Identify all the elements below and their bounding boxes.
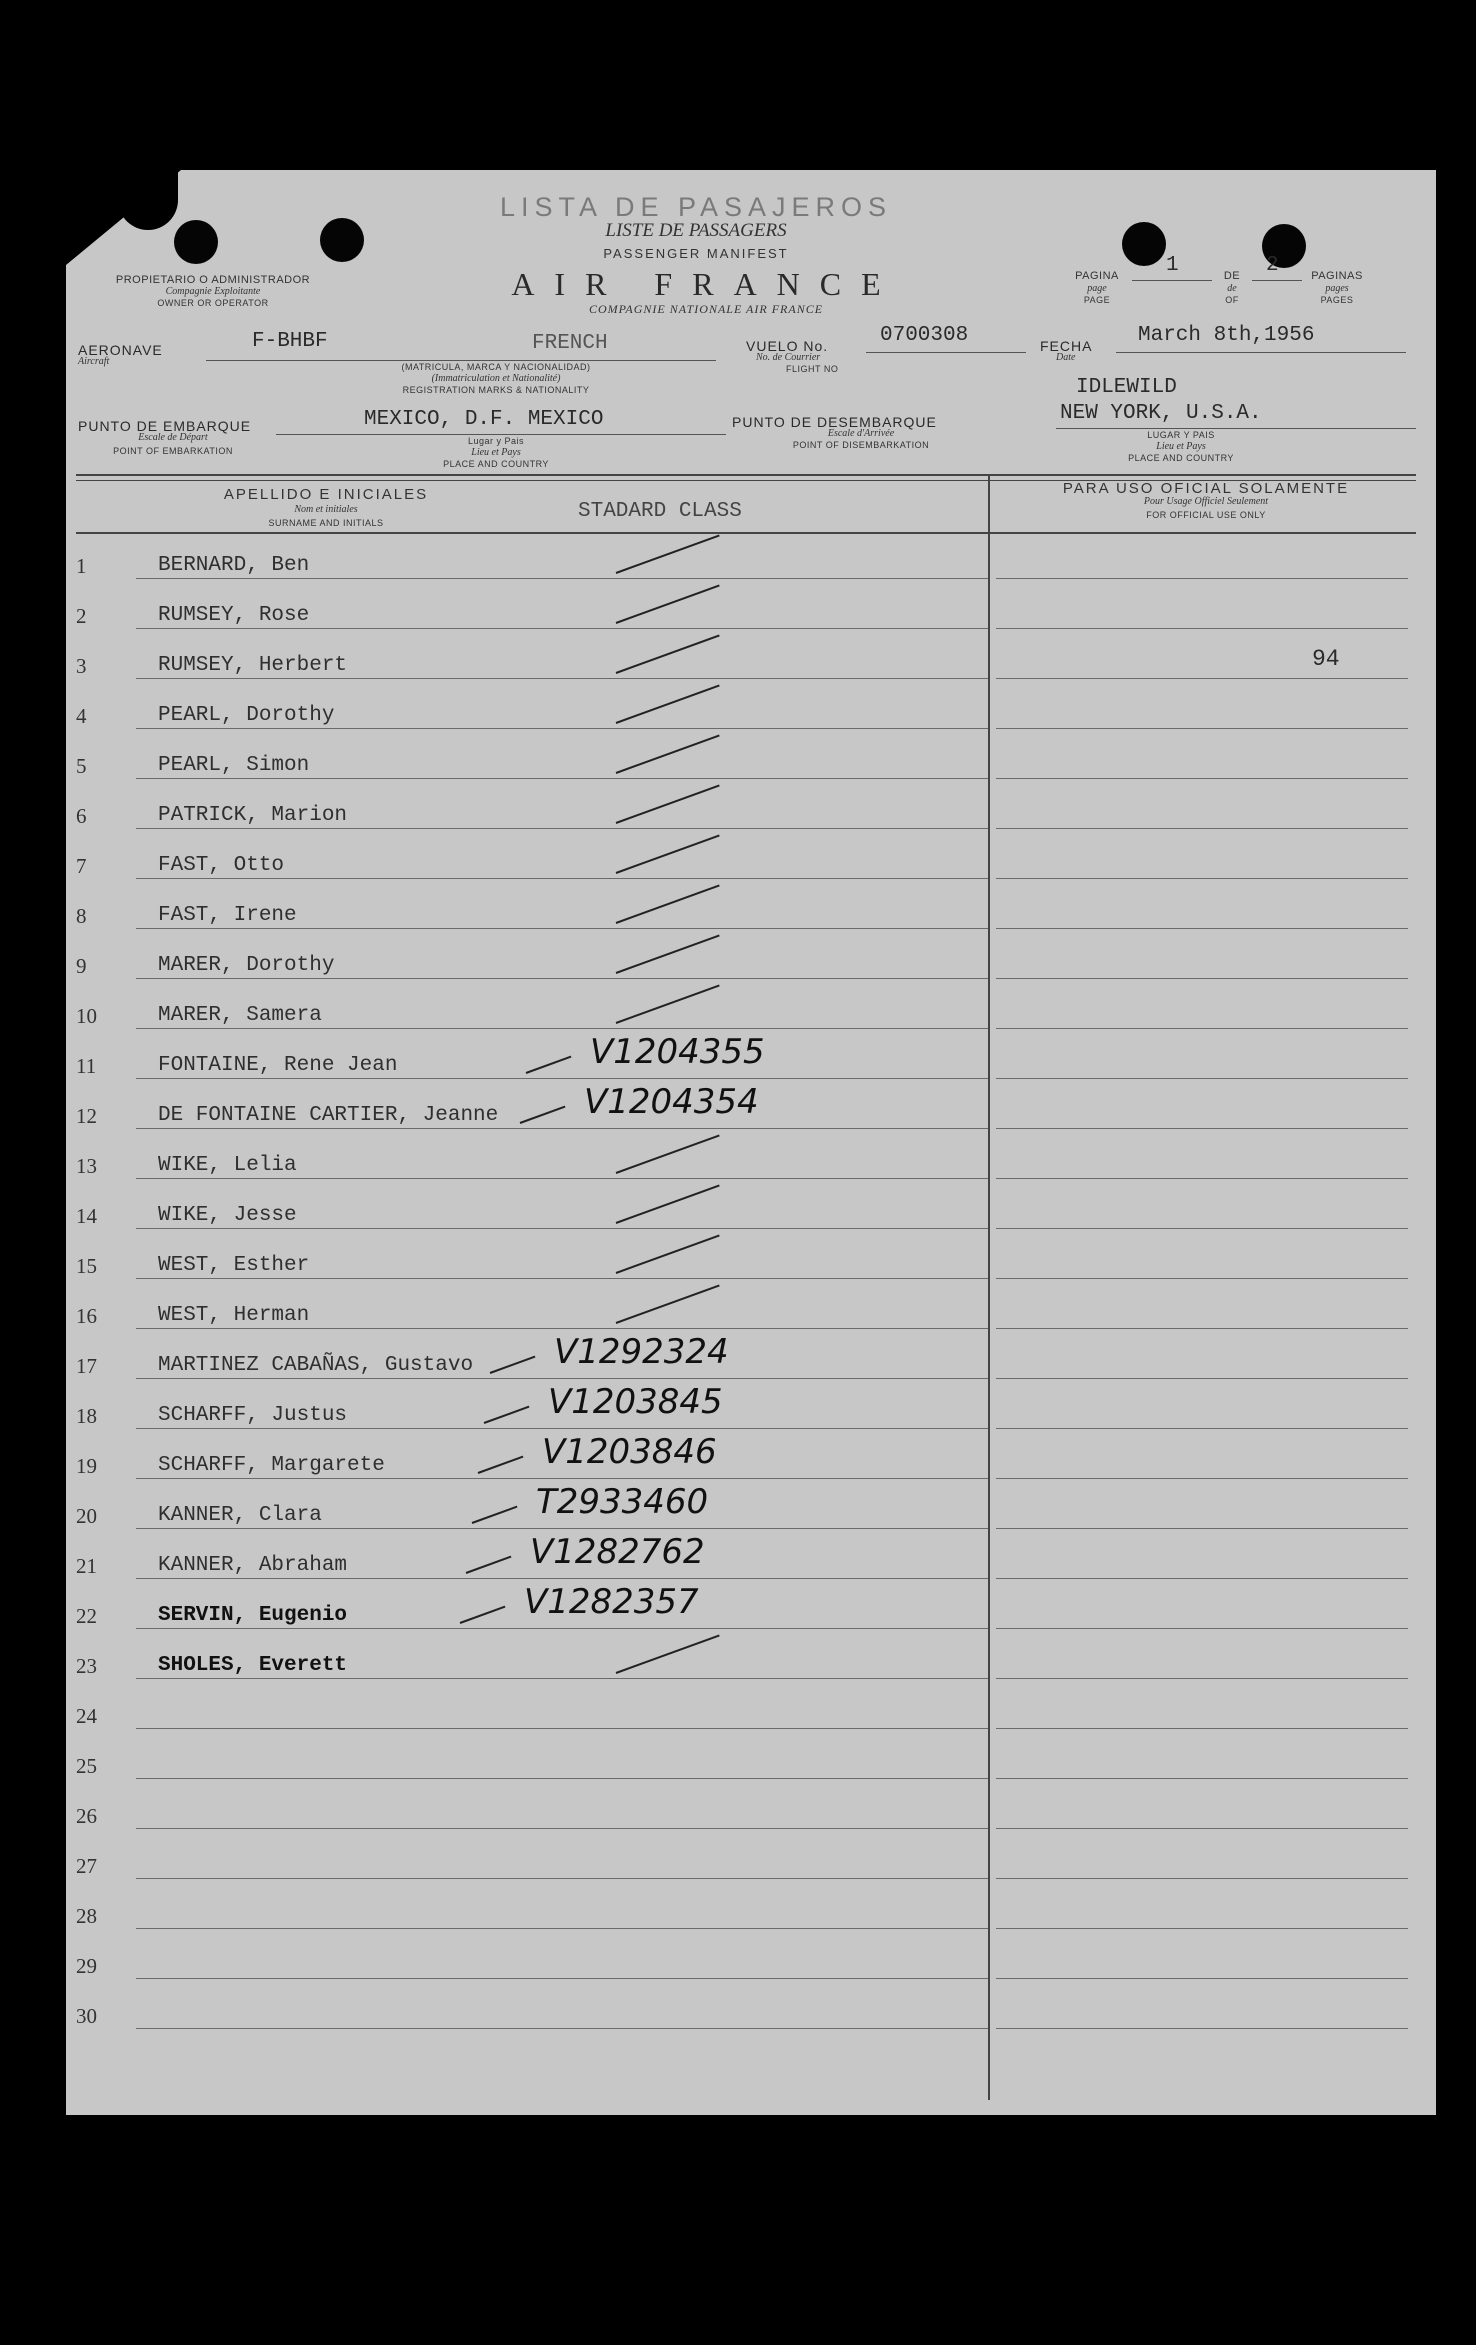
row-line <box>136 1728 988 1729</box>
row-line <box>136 1428 988 1429</box>
passenger-name: SCHARFF, Justus <box>158 1404 348 1427</box>
official-row-line <box>996 578 1408 579</box>
row-line <box>136 1678 988 1679</box>
col-official-es: PARA USO OFICIAL SOLAMENTE <box>1062 480 1350 497</box>
punch-hole <box>1122 222 1166 266</box>
pages-label-fr: pages <box>1325 283 1349 294</box>
row-line <box>136 1778 988 1779</box>
row-line <box>136 1878 988 1879</box>
official-row-line <box>996 1128 1408 1129</box>
col-class: STADARD CLASS <box>578 500 742 523</box>
official-row-line <box>996 1528 1408 1529</box>
official-column-divider <box>988 474 990 2100</box>
passenger-name: SCHARFF, Margarete <box>158 1454 385 1477</box>
row-number: 13 <box>76 1154 97 1178</box>
check-mark <box>616 1134 720 1174</box>
passenger-name: WIKE, Jesse <box>158 1204 297 1227</box>
disembark-airport: IDLEWILD <box>1076 376 1177 399</box>
embark-label-fr: Escale de Départ <box>138 432 208 443</box>
embark-place: MEXICO, D.F. MEXICO <box>364 408 604 431</box>
official-row-line <box>996 928 1408 929</box>
page-label-en: PAGE <box>1083 295 1111 305</box>
official-row-line <box>996 1678 1408 1679</box>
row-number: 3 <box>76 654 87 678</box>
passenger-name: MARER, Samera <box>158 1004 322 1027</box>
row-line <box>136 1128 988 1129</box>
row-number: 18 <box>76 1404 97 1428</box>
row-number: 23 <box>76 1654 97 1678</box>
row-line <box>136 1578 988 1579</box>
passenger-name: KANNER, Abraham <box>158 1554 348 1577</box>
check-mark <box>490 1356 536 1374</box>
passenger-name: RUMSEY, Herbert <box>158 654 348 677</box>
official-row-line <box>996 678 1408 679</box>
row-line <box>136 1628 988 1629</box>
row-number: 8 <box>76 904 87 928</box>
passenger-name: MARER, Dorothy <box>158 954 335 977</box>
check-mark <box>526 1056 572 1074</box>
col-names-en: SURNAME AND INITIALS <box>268 518 384 528</box>
official-row-line <box>996 1728 1408 1729</box>
disembark-caption-en: PLACE AND COUNTRY <box>1128 453 1234 463</box>
pages-label-es: PAGINAS <box>1311 270 1363 282</box>
check-mark <box>484 1406 530 1424</box>
check-mark <box>478 1456 524 1474</box>
embark-caption-es: Lugar y Pais <box>467 436 525 446</box>
check-mark <box>520 1106 566 1124</box>
page-label-es: PAGINA <box>1075 270 1119 282</box>
passenger-name: PEARL, Dorothy <box>158 704 335 727</box>
page-total: 2 <box>1266 254 1279 277</box>
title-fr: LISTE DE PASSAGERS <box>605 220 787 241</box>
row-number: 24 <box>76 1704 97 1728</box>
date-label-fr: Date <box>1056 352 1076 363</box>
row-line <box>136 678 988 679</box>
passenger-name: DE FONTAINE CARTIER, Jeanne <box>158 1104 499 1127</box>
row-number: 12 <box>76 1104 97 1128</box>
title-en: PASSENGER MANIFEST <box>603 246 789 261</box>
embark-caption-en: PLACE AND COUNTRY <box>443 459 549 469</box>
aircraft-caption-es: (MATRICULA, MARCA Y NACIONALIDAD) <box>401 362 591 372</box>
official-row-line <box>996 1878 1408 1879</box>
official-row-line <box>996 1178 1408 1179</box>
row-line <box>136 1278 988 1279</box>
official-row-line <box>996 628 1408 629</box>
ticket-number: V1204355 <box>590 1032 765 1072</box>
aircraft-caption-fr: (Immatriculation et Nationalité) <box>431 373 561 384</box>
check-mark <box>616 984 720 1024</box>
ticket-number: V1282357 <box>524 1582 699 1622</box>
official-row-line <box>996 1328 1408 1329</box>
row-number: 6 <box>76 804 87 828</box>
col-official-fr: Pour Usage Officiel Seulement <box>1143 496 1269 507</box>
row-number: 20 <box>76 1504 97 1528</box>
torn-corner-notch <box>118 170 178 230</box>
check-mark <box>616 1284 720 1324</box>
row-line <box>136 978 988 979</box>
passenger-name: WIKE, Lelia <box>158 1154 297 1177</box>
pages-label-en: PAGES <box>1320 295 1354 305</box>
disembark-caption-es: LUGAR Y PAIS <box>1147 430 1215 440</box>
row-line <box>136 728 988 729</box>
official-row-line <box>996 1478 1408 1479</box>
official-row-line <box>996 2028 1408 2029</box>
check-mark <box>616 934 720 974</box>
passenger-name: SHOLES, Everett <box>158 1654 348 1677</box>
row-line <box>136 1978 988 1979</box>
row-number: 10 <box>76 1004 97 1028</box>
row-line <box>136 778 988 779</box>
col-names-es: APELLIDO E INICIALES <box>223 486 429 503</box>
official-row-line <box>996 1778 1408 1779</box>
flight-date: March 8th,1956 <box>1138 324 1315 347</box>
flight-label-es: VUELO No. <box>746 338 829 354</box>
row-number: 4 <box>76 704 87 728</box>
punch-hole <box>320 218 364 262</box>
row-number: 17 <box>76 1354 97 1378</box>
row-line <box>136 1028 988 1029</box>
check-mark <box>460 1606 506 1624</box>
disembark-caption-fr: Lieu et Pays <box>1156 441 1206 452</box>
row-number: 26 <box>76 1804 97 1828</box>
disembark-place: NEW YORK, U.S.A. <box>1060 402 1262 425</box>
row-number: 27 <box>76 1854 97 1878</box>
check-mark <box>616 884 720 924</box>
row-line <box>136 628 988 629</box>
col-names-fr: Nom et initiales <box>294 504 358 515</box>
check-mark <box>616 834 720 874</box>
ticket-number: V1292324 <box>554 1332 729 1372</box>
official-row-line <box>996 1228 1408 1229</box>
official-row-line <box>996 1428 1408 1429</box>
row-number: 30 <box>76 2004 97 2028</box>
row-number: 5 <box>76 754 87 778</box>
passenger-name: FONTAINE, Rene Jean <box>158 1054 398 1077</box>
aircraft-caption-en: REGISTRATION MARKS & NATIONALITY <box>402 385 590 395</box>
flight-number: 0700308 <box>880 324 969 347</box>
ticket-number: V1204354 <box>584 1082 759 1122</box>
embark-label-en: POINT OF EMBARKATION <box>113 446 233 456</box>
owner-label-en: OWNER OR OPERATOR <box>157 298 269 308</box>
owner-label-fr: Compagnie Exploitante <box>165 286 261 297</box>
check-mark <box>472 1506 518 1524</box>
row-number: 22 <box>76 1604 97 1628</box>
of-label-fr: de <box>1227 283 1237 294</box>
check-mark <box>616 1184 720 1224</box>
row-number: 9 <box>76 954 87 978</box>
airline-name: AIR FRANCE <box>511 266 901 302</box>
passenger-name: FAST, Irene <box>158 904 297 927</box>
row-number: 1 <box>76 554 87 578</box>
check-mark <box>616 634 720 674</box>
check-mark <box>616 584 720 624</box>
disembark-label-es: PUNTO DE DESEMBARQUE <box>732 414 937 430</box>
row-number: 15 <box>76 1254 97 1278</box>
row-line <box>136 1328 988 1329</box>
row-number: 19 <box>76 1454 97 1478</box>
passenger-name: WEST, Herman <box>158 1304 310 1327</box>
of-label-es: DE <box>1223 270 1241 282</box>
flight-label-en: FLIGHT NO <box>786 364 839 374</box>
passenger-name: BERNARD, Ben <box>158 554 310 577</box>
row-number: 7 <box>76 854 87 878</box>
page-number: 1 <box>1166 254 1179 277</box>
date-label-es: FECHA <box>1040 338 1093 354</box>
aircraft-label-fr: Aircraft <box>78 356 110 367</box>
aircraft-registration: F-BHBF <box>252 330 328 353</box>
row-line <box>136 1378 988 1379</box>
row-number: 16 <box>76 1304 97 1328</box>
passenger-name: MARTINEZ CABAÑAS, Gustavo <box>158 1354 474 1377</box>
row-line <box>136 1828 988 1829</box>
official-row-line <box>996 828 1408 829</box>
owner-label-es: PROPIETARIO O ADMINISTRADOR <box>115 274 311 286</box>
row-line <box>136 1228 988 1229</box>
col-official-en: FOR OFFICIAL USE ONLY <box>1146 510 1266 520</box>
disembark-label-en: POINT OF DISEMBARKATION <box>792 440 930 450</box>
check-mark <box>616 1634 720 1674</box>
aircraft-nationality: FRENCH <box>532 332 608 355</box>
row-number: 11 <box>76 1054 97 1078</box>
flight-label-fr: No. de Courrier <box>756 352 821 363</box>
row-line <box>136 578 988 579</box>
check-mark <box>616 734 720 774</box>
of-label-en: OF <box>1225 295 1239 305</box>
official-row-line <box>996 1378 1408 1379</box>
aircraft-label-es: AERONAVE <box>78 342 163 358</box>
embark-caption-fr: Lieu et Pays <box>471 447 521 458</box>
page-label-fr: page <box>1087 283 1107 294</box>
row-line <box>136 1478 988 1479</box>
official-row-line <box>996 1028 1408 1029</box>
passenger-name: PATRICK, Marion <box>158 804 348 827</box>
row-number: 21 <box>76 1554 97 1578</box>
title-es: LISTA DE PASAJEROS <box>499 192 893 222</box>
row-number: 29 <box>76 1954 97 1978</box>
check-mark <box>616 1234 720 1274</box>
ticket-number: T2933460 <box>536 1482 709 1522</box>
row-number: 2 <box>76 604 87 628</box>
row-line <box>136 878 988 879</box>
row-number: 14 <box>76 1204 97 1228</box>
check-mark <box>466 1556 512 1574</box>
check-mark <box>616 684 720 724</box>
ticket-number: V1203846 <box>542 1432 717 1472</box>
row-line <box>136 1928 988 1929</box>
row-line <box>136 1078 988 1079</box>
disembark-label-fr: Escale d'Arrivée <box>827 428 895 439</box>
passenger-name: RUMSEY, Rose <box>158 604 310 627</box>
passenger-name: WEST, Esther <box>158 1254 310 1277</box>
ticket-number: V1282762 <box>530 1532 705 1572</box>
official-row-line <box>996 1628 1408 1629</box>
official-row-line <box>996 1928 1408 1929</box>
official-row-line <box>996 1078 1408 1079</box>
passenger-name: PEARL, Simon <box>158 754 310 777</box>
row-line <box>136 2028 988 2029</box>
embark-label-es: PUNTO DE EMBARQUE <box>78 418 252 434</box>
passenger-name: SERVIN, Eugenio <box>158 1604 348 1627</box>
official-row-line <box>996 778 1408 779</box>
row-line <box>136 928 988 929</box>
row-number: 25 <box>76 1754 97 1778</box>
official-row-line <box>996 1828 1408 1829</box>
check-mark <box>616 784 720 824</box>
airline-subtitle: COMPAGNIE NATIONALE AIR FRANCE <box>588 302 824 316</box>
ticket-number: V1203845 <box>548 1382 723 1422</box>
row-number: 28 <box>76 1904 97 1928</box>
passenger-name: FAST, Otto <box>158 854 285 877</box>
row-line <box>136 1178 988 1179</box>
row-line <box>136 828 988 829</box>
official-row-line <box>996 1578 1408 1579</box>
official-row-line <box>996 878 1408 879</box>
passenger-name: KANNER, Clara <box>158 1504 322 1527</box>
official-note: 94 <box>1312 646 1340 672</box>
check-mark <box>616 534 720 574</box>
official-row-line <box>996 728 1408 729</box>
row-line <box>136 1528 988 1529</box>
official-row-line <box>996 978 1408 979</box>
official-row-line <box>996 1278 1408 1279</box>
punch-hole <box>174 220 218 264</box>
manifest-sheet <box>66 170 1436 2115</box>
official-row-line <box>996 1978 1408 1979</box>
